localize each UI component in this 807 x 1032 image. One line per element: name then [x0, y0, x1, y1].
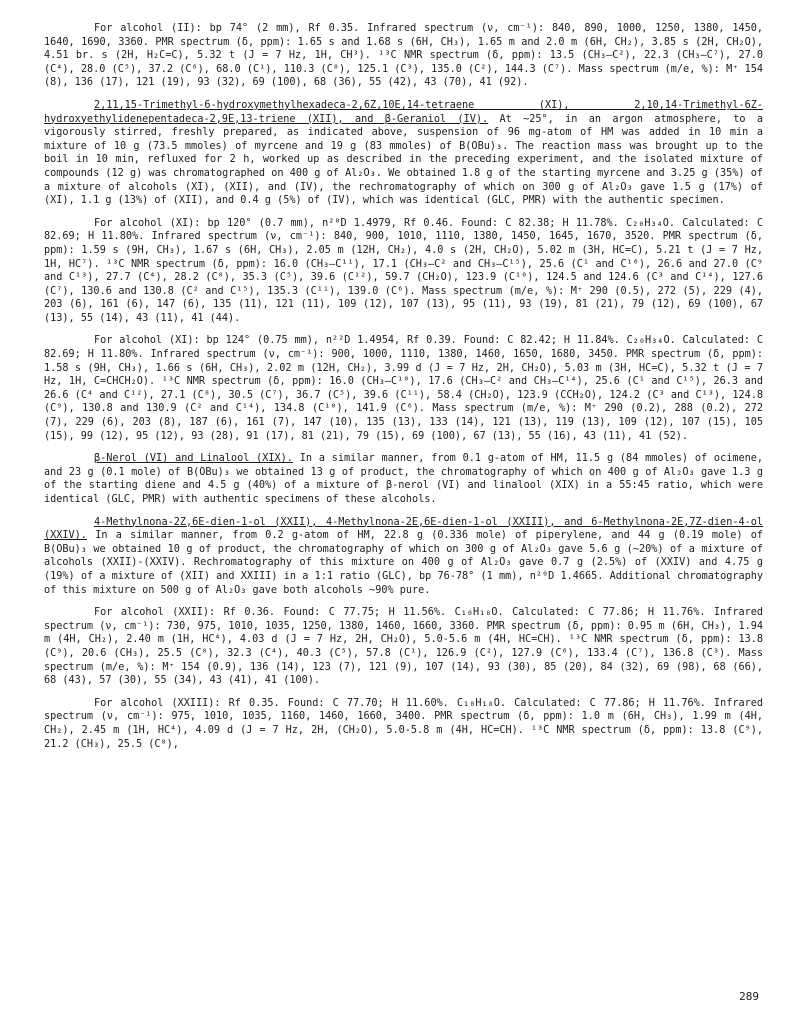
section-heading: 2,11,15-Trimethyl-6-hydroxymethylhexadeca-2,6Z,10E,14-tetraene (XI), 2,10,14-Trimethyl-6Z-hydroxyethylidenepentadeca-2,9E,13-triene (XII), and β-Geraniol (IV). [44, 99, 763, 125]
section-heading: β-Nerol (VI) and Linalool (XIX). [94, 453, 293, 465]
paragraph-body: For alcohol (XI): bp 120° (0.7 mm), n²⁰D 1.4979, Rf 0.46. Found: C 82.38; H 11.78%. C₂₀H₃₄O. Calculated: C 82.69; H 11.80%. Infrared spectrum (ν, cm⁻¹): 840, 900, 1010, 1110, 1380, 1450, 1645, 1670, 3520. PMR spectrum (δ, ppm): 1.59 s (9H, CH₃), 1.67 s (6H, CH₃), 2.05 m (12H, CH₂), 4.0 s (2H, CH₂O), 5.02 m (3H, HC=C), 5.21 t (J = 7 Hz, 1H, HC⁷). ¹³C NMR spectrum (δ, ppm): 16.0 (CH₃–C¹¹), 17.1 (CH₃–C² and CH₃–C¹⁵), 25.6 (C¹ and C¹⁶), 26.6 and 27.0 (C⁹ and C¹³), 27.7 (C⁴), 28.2 (C⁸), 35.3 (C⁵), 39.6 (C¹²), 59.7 (CH₂O), 123.9 (C¹⁰), 124.5 and 124.6 (C³ and C¹⁴), 127.6 (C⁷), 130.6 and 130.8 (C² and C¹⁵), 135.3 (C¹¹), 139.0 (C⁶). Mass spectrum (m/e, %): M⁺ 290 (0.5), 272 (5), 229 (4), 203 (6), 161 (6), 147 (6), 135 (11), 121 (11), 109 (12), 107 (13), 95 (11), 93 (19), 81 (21), 79 (12), 69 (100), 67 (13), 55 (14), 43 (11), 41 (44). [44, 217, 763, 324]
paragraph-body: At ~25°, in an argon atmosphere, to a vigorously stirred, freshly prepared, as indicated above, suspension of 96 mg-atom of HM was added in 10 min a mixture of 10 g (73.5 mmoles) of myrcene and 19 g (83 mmoles) of B(OBu)₃. The reaction mass was brought up to the boil in 10 min, refluxed for 2 h, worked up as described in the preceding experiment, and the isolated mixture of compounds (12 g) was chromatographed on 400 g of Al₂O₃. We obtained 1.8 g of the starting myrcene and 3.25 g (35%) of a mixture of alcohols (XI), (XII), and (IV), the rechromatography of which on 300 g of Al₂O₃ gave 1.5 g (17%) of (XI), 1.1 g (13%) of (XII), and 0.4 g (5%) of (IV), which was identical (GLC, PMR) with the authentic specimen. [44, 113, 763, 207]
paragraph-body: For alcohol (II): bp 74° (2 mm), Rf 0.35. Infrared spectrum (ν, cm⁻¹): 840, 890, 1000, 1250, 1380, 1450, 1640, 1690, 3360. PMR spectrum (δ, ppm): 1.65 s and 1.68 s (6H, CH₃), 1.65 m and 2.0 m (6H, CH₂), 3.85 s (2H, CH₂O), 4.51 br. s (2H, H₂C=C), 5.32 t (J = 7 Hz, 1H, CH³). ¹³C NMR spectrum (δ, ppm): 13.5 (CH₃–C²), 22.3 (CH₃–C⁷), 27.0 (C⁴), 28.0 (C⁵), 37.2 (C⁶), 68.0 (C¹), 110.3 (C⁸), 125.1 (C³), 135.0 (C²), 144.3 (C⁷). Mass spectrum (m/e, %): M⁺ 154 (8), 136 (17), 121 (19), 93 (32), 69 (100), 68 (36), 55 (42), 43 (70), 41 (92). [44, 23, 763, 89]
paragraph-body: For alcohol (XXII): Rf 0.36. Found: C 77.75; H 11.56%. C₁₀H₁₈O. Calculated: C 77.86; H 11.76%. Infrared spectrum (ν, cm⁻¹): 730, 975, 1010, 1035, 1250, 1380, 1460, 1660, 3360. PMR spectrum (δ, ppm): 0.95 m (6H, CH₃), 1.94 m (4H, CH₂), 2.40 m (1H, HC⁴), 4.03 d (J = 7 Hz, 2H, CH₂O), 5.0-5.6 m (4H, HC=CH). ¹³C NMR spectrum (δ, ppm): 13.8 (C⁹), 20.6 (CH₃), 25.5 (C⁸), 32.3 (C⁴), 40.3 (C⁵), 57.8 (C¹), 126.9 (C²), 127.9 (C⁶), 133.4 (C⁷), 136.8 (C³). Mass spectrum (m/e, %): M⁺ 154 (0.9), 136 (14), 123 (7), 121 (9), 107 (14), 93 (30), 85 (20), 84 (32), 69 (98), 68 (66), 68 (43), 57 (30), 55 (34), 43 (41), 41 (100). [44, 607, 763, 687]
paragraph-body: For alcohol (XXIII): Rf 0.35. Found: C 77.70; H 11.60%. C₁₀H₁₈O. Calculated: C 77.86; H 11.76%. Infrared spectrum (ν, cm⁻¹): 975, 1010, 1035, 1160, 1460, 1660, 3400. PMR spectrum (δ, ppm): 1.0 m (6H, CH₃), 1.99 m (4H, CH₂), 2.45 m (1H, HC⁴), 4.09 d (J = 7 Hz, 2H, (CH₂O), 5.0-5.8 m (4H, HC=CH). ¹³C NMR spectrum (δ, ppm): 13.8 (C⁹), 21.2 (CH₃), 25.5 (C⁸), [44, 697, 763, 750]
paragraph-section-xi-xii-iv [44, 99, 763, 208]
paragraph-alcohol-xi [44, 217, 763, 326]
paragraph-section-nerol-linalool [44, 452, 763, 506]
paragraph-body: In a similar manner, from 0.2 g-atom of HM, 22.8 g (0.336 mole) of piperylene, and 44 g (0.19 mole) of B(OBu)₃ we obtained 10 g of product, the chromatography of which on 300 g of Al₂O₃ gave 5.6 g (~20%) of a mixture of alcohols (XXII)-(XXIV). Rechromatography of this mixture on 400 g of Al₂O₃ gave 0.7 g (2.5%) of (XXIV) and 4.75 g (19%) of a mixture of (XII) and XXIII) in a 1:1 ratio (GLC), bp 76-78° (1 mm), n²⁰D 1.4665. Additional chromatography of this mixture on 500 g of Al₂O₃ gave both alcohols ~90% pure. [44, 530, 763, 596]
paragraph-alcohol-xi-second [44, 334, 763, 443]
paragraph-alcohol-xxiii [44, 697, 763, 751]
page-number: 289 [739, 990, 759, 1003]
section-heading: 4-Methylnona-2Z,6E-dien-1-ol (XXII), 4-Methylnona-2E,6E-dien-1-ol (XXIII), and 6-Methylnona-2E,7Z-dien-4-ol (XXIV). [44, 516, 763, 542]
paragraph-section-methylnonadienols [44, 516, 763, 598]
paragraph-alcohol-xxii [44, 606, 763, 688]
paragraph-body: For alcohol (XI): bp 124° (0.75 mm), n²²D 1.4954, Rf 0.39. Found: C 82.42; H 11.84%. C₂₀H₃₄O. Calculated: C 82.69; H 11.80%. Infrared spectrum (ν, cm⁻¹): 900, 1000, 1110, 1380, 1460, 1650, 1680, 3450. PMR spectrum (δ, ppm): 1.58 s (9H, CH₃), 1.66 s (6H, CH₃), 2.02 m (12H, CH₂), 3.99 d (J = 7 Hz, 2H, CH₂O), 5.03 m (3H, HC=C), 5.32 t (J = 7 Hz, 1H, C=CHCH₂O). ¹³C NMR spectrum (δ, ppm): 16.0 (CH₃–C¹⁰), 17.6 (CH₃–C² and CH₃–C¹⁴), 25.6 (C¹ and C¹⁵), 26.3 and 26.6 (C⁴ and C¹²), 27.1 (C⁸), 30.5 (C⁷), 36.7 (C⁵), 39.6 (C¹¹), 58.4 (CH₂O), 123.9 (CCH₂O), 124.2 (C³ and C¹³), 124.8 (C⁹), 130.8 and 130.9 (C² and C¹⁴), 134.8 (C¹⁰), 141.9 (C⁶). Mass spectrum (m/e, %): M⁺ 290 (0.2), 288 (0.2), 272 (7), 229 (6), 203 (8), 187 (6), 161 (7), 147 (10), 135 (13), 133 (14), 121 (13), 119 (13), 109 (12), 107 (15), 105 (15), 99 (12), 95 (12), 93 (28), 91 (17), 81 (21), 79 (15), 69 (100), 67 (13), 55 (16), 43 (11), 41 (52). [44, 335, 763, 442]
paragraph-body: In a similar manner, from 0.1 g-atom of HM, 11.5 g (84 mmoles) of ocimene, and 23 g (0.1 mole) of B(OBu)₃ we obtained 13 g of product, the chromatography of which on 400 g of Al₂O₃ gave 1.3 g of the starting diene and 4.5 g (40%) of a mixture of β-nerol (VI) and linalool (XIX) in a 55:45 ratio, which were identical (GLC, PMR) with authentic specimens of these alcohols. [44, 453, 763, 505]
paragraph-alcohol-ii [44, 22, 763, 90]
